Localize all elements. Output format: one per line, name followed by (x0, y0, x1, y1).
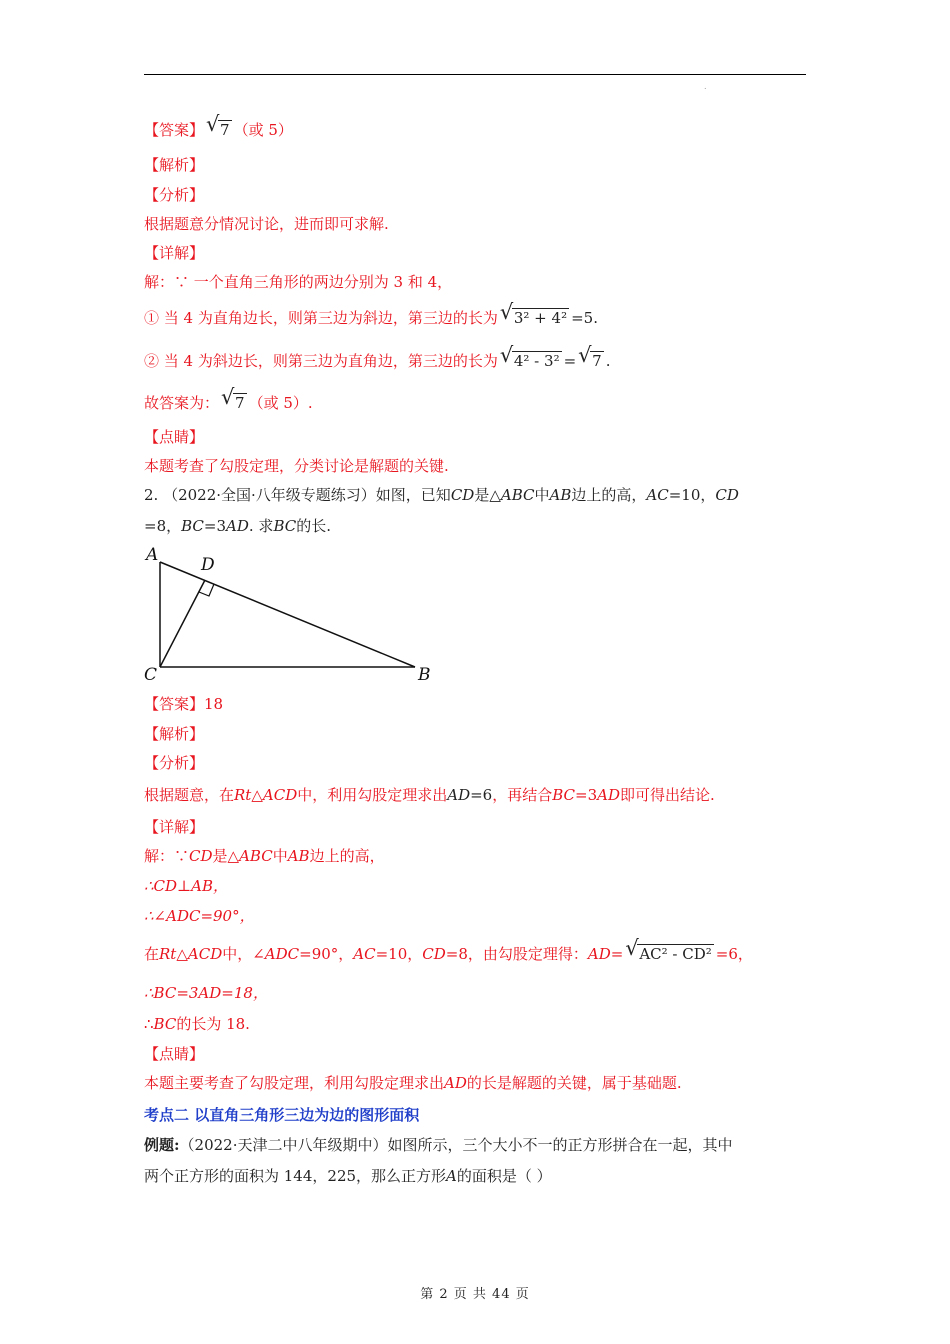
q1-case1: ① 当 4 为直角边长，则第三边为斜边，第三边的长为 √ 3² + 4² =5. (144, 300, 598, 327)
sqrt-expr: √ 4² - 3² (499, 343, 560, 370)
label-d: D (201, 555, 215, 575)
sqrt-expr: √ 7 (221, 385, 245, 412)
sqrt-expr: √ AC² - CD² (625, 936, 712, 963)
sqrt-expr: √ 7 (206, 112, 230, 139)
q2-xiangjie: 【详解】 (144, 818, 205, 836)
example-line2: 两个正方形的面积为 144，225，那么正方形A的面积是（ ） (144, 1167, 552, 1185)
q2-question-line2: =8，BC=3AD. 求BC的长. (144, 517, 331, 535)
sqrt-expr: √ 7 (578, 343, 602, 370)
header-rule (144, 74, 806, 75)
q2-step4: 在Rt△ACD中，∠ADC=90°，AC=10，CD=8，由勾股定理得：AD= √ AC² - CD² =6， (144, 936, 753, 963)
example-line1: 例题:（2022·天津二中八年级期中）如图所示，三个大小不一的正方形拼合在一起，其中 (144, 1136, 733, 1154)
q1-case2: ② 当 4 为斜边长，则第三边为直角边，第三边的长为 √ 4² - 3² = √ 7 . (144, 343, 611, 370)
q2-step1: 解：∵CD是△ABC中AB边上的高， (144, 847, 385, 865)
header-dot: . (704, 82, 707, 91)
q2-step5: ∴BC=3AD=18， (144, 984, 268, 1002)
q2-dianjing: 【点睛】 (144, 1045, 205, 1063)
q2-fenxi: 【分析】 (144, 754, 205, 772)
q2-answer: 【答案】18 (144, 695, 224, 713)
section-title: 考点二 以直角三角形三边为边的图形面积 (144, 1106, 420, 1124)
side-ab (160, 562, 415, 667)
label-c: C (144, 665, 158, 685)
q2-jiexi: 【解析】 (144, 725, 205, 743)
answer-suffix: （或 5） (233, 121, 293, 139)
page-footer: 第 2 页 共 44 页 (420, 1287, 530, 1302)
q1-step0: 解：∵ 一个直角三角形的两边分别为 3 和 4， (144, 273, 453, 291)
q2-step2: ∴CD⊥AB， (144, 877, 229, 895)
q2-comment: 本题主要考查了勾股定理，利用勾股定理求出AD的长是解题的关键，属于基础题. (144, 1074, 682, 1092)
altitude-cd (160, 580, 205, 667)
label-b: B (418, 665, 431, 685)
q1-dianjing: 【点睛】 (144, 428, 205, 446)
q1-xiangjie: 【详解】 (144, 244, 205, 262)
q1-answer-line (144, 112, 293, 141)
q2-step6: ∴BC的长为 18. (144, 1015, 250, 1033)
q2-analysis: 根据题意，在Rt△ACD中，利用勾股定理求出AD=6，再结合BC=3AD即可得出结论. (144, 786, 715, 804)
q1-jiexi: 【解析】 (144, 156, 205, 174)
q2-question-line1: 2. （2022·全国·八年级专题练习）如图，已知CD是△ABC中AB边上的高，AC=10，CD (144, 486, 739, 504)
q1-comment: 本题考查了勾股定理，分类讨论是解题的关键. (144, 457, 449, 475)
q2-step3: ∴∠ADC=90°， (144, 907, 255, 925)
q1-analysis: 根据题意分情况讨论，进而即可求解. (144, 215, 389, 233)
q1-final: 故答案为： √ 7 （或 5）. (144, 385, 313, 412)
label-a: A (146, 545, 159, 565)
answer-tag: 【答案】 (144, 121, 205, 139)
q1-fenxi: 【分析】 (144, 186, 205, 204)
triangle-figure (140, 540, 440, 685)
sqrt-expr: √ 3² + 4² (499, 300, 568, 327)
